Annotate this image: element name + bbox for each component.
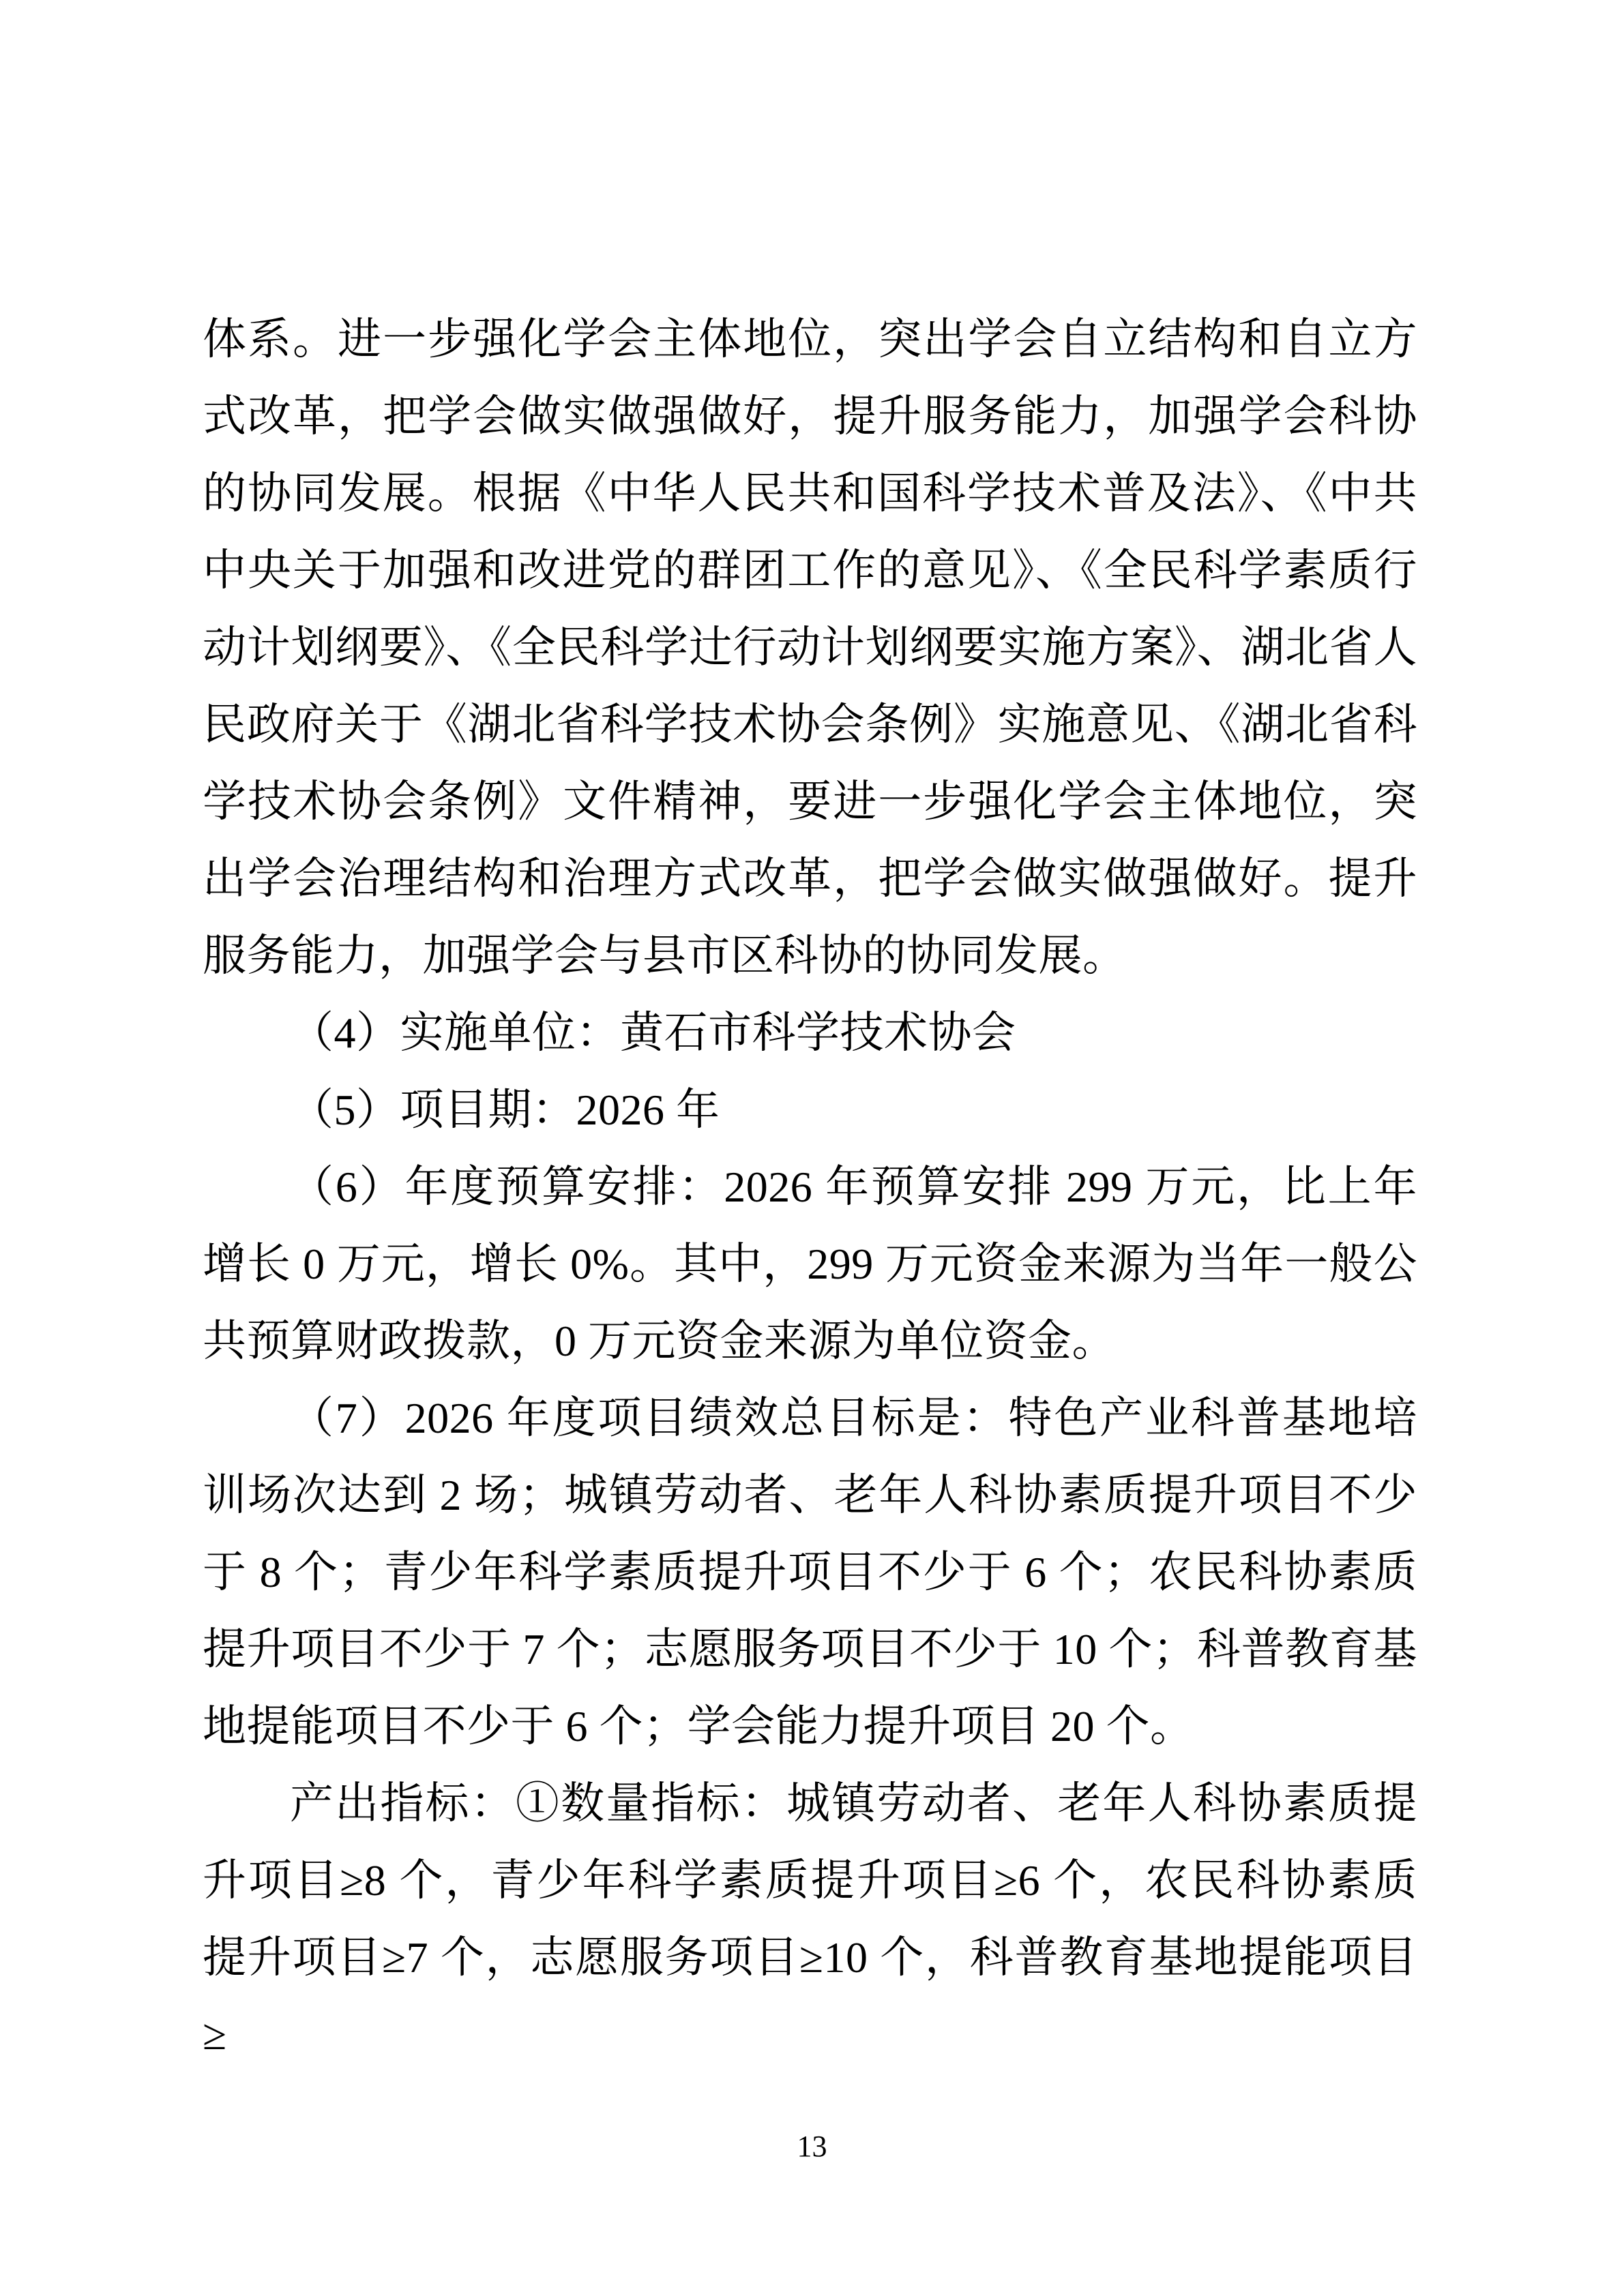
page-number: 13 bbox=[797, 2130, 827, 2163]
paragraph-5: （7）2026 年度项目绩效总目标是：特色产业科普基地培训场次达到 2 场；城镇劳动者、老年人科协素质提升项目不少于 8 个；青少年科学素质提升项目不少于 6 个；农民科协素质提升项目不少于 7 个；志愿服务项目不少于 10 个；科普教育基地提能项目不少于 6 个；学会能力提升项目 20 个。 bbox=[203, 1394, 1417, 1750]
document-body bbox=[203, 301, 1417, 2073]
paragraph-2: （4）实施单位：黄石市科学技术协会 bbox=[290, 1009, 1016, 1057]
paragraph-4: （6）年度预算安排：2026 年预算安排 299 万元，比上年增长 0 万元，增长 0%。其中，299 万元资金来源为当年一般公共预算财政拨款，0 万元资金来源为单位资金。 bbox=[203, 1163, 1417, 1365]
paragraph-3: （5）项目期：2026 年 bbox=[290, 1086, 720, 1134]
paragraph-6: 产出指标：①数量指标：城镇劳动者、老年人科协素质提升项目≥8 个，青少年科学素质提升项目≥6 个，农民科协素质提升项目≥7 个，志愿服务项目≥10 个，科普教育基地提能项目≥ bbox=[203, 1779, 1417, 2059]
paragraph-1: 体系。进一步强化学会主体地位，突出学会自立结构和自立方式改革，把学会做实做强做好，提升服务能力，加强学会科协的协同发展。根据《中华人民共和国科学技术普及法》、《中共中央关于加强和改进党的群团工作的意见》、《全民科学素质行动计划纲要》、《全民科学辻行动计划纲要实施方案》、湖北省人民政府关于《湖北省科学技术协会条例》实施意见、《湖北省科学技术协会条例》文件精神，要进一步强化学会主体地位，突出学会治理结构和治理方式改革，把学会做实做强做好。提升服务能力，加强学会与县市区科协的协同发展。 bbox=[203, 315, 1417, 980]
